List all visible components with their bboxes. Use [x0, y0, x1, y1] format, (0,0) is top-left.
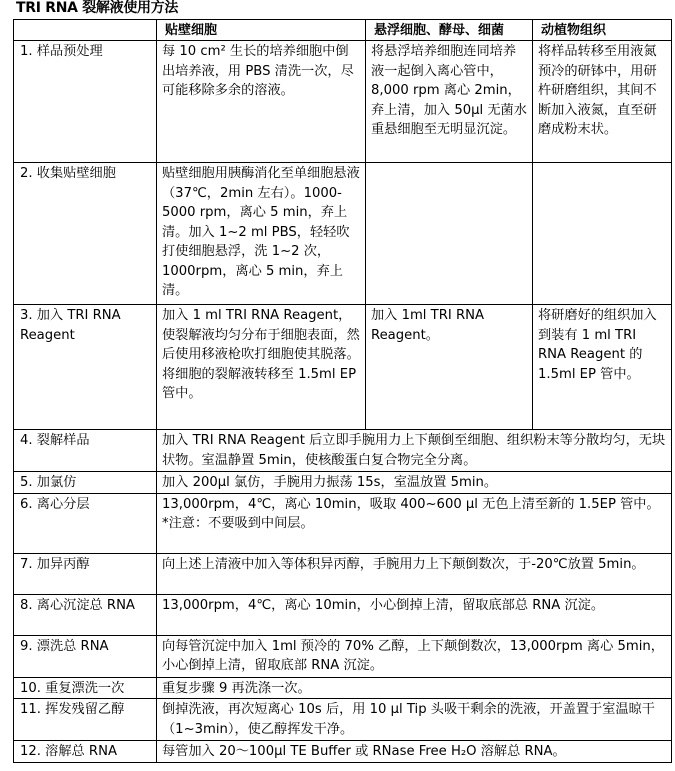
merged-cell: 向上述上清液中加入等体积异丙醇，手腕用力上下颠倒数次，于-20℃放置 5min。: [157, 553, 672, 594]
merged-cell: 倒掉洗液，再次短离心 10s 后，用 10 μl Tip 头吸干剩余的洗液，开盖置于室温晾干（1~3min），使乙醇挥发干净。: [157, 699, 672, 741]
step-label: 11. 挥发残留乙醇: [14, 699, 157, 741]
step-label: 1. 样品预处理: [14, 41, 157, 163]
table-row: [14, 553, 672, 594]
step-label: 8. 离心沉淀总 RNA: [14, 594, 157, 635]
merged-cell: 13,000rpm，4℃，离心 10min，小心倒掉上清，留取底部总 RNA 沉淀。: [157, 594, 672, 635]
table-row: [14, 305, 672, 430]
step-label: 4. 裂解样品: [14, 430, 157, 472]
step-label: 6. 离心分层: [14, 493, 157, 553]
table-row: [14, 741, 672, 763]
page-title: TRI RNA 裂解液使用方法: [16, 0, 179, 16]
tissue-cell: 将样品转移至用液氮预冷的研钵中，用研杵研磨组织，其间不断加入液氮，直至研磨成粉末状。: [533, 41, 672, 163]
adherent-cell: 加入 1 ml TRI RNA Reagent，使裂解液均匀分布于细胞表面，然后使用移液枪吹打细胞使其脱落。将细胞的裂解液转移至 1.5ml EP 管中。: [157, 305, 366, 430]
adherent-cell: 每 10 cm² 生长的培养细胞中倒出培养液，用 PBS 清洗一次，尽可能移除多余的溶液。: [157, 41, 366, 163]
suspension-cell: [366, 163, 533, 305]
suspension-cell: 将悬浮培养细胞连同培养液一起倒入离心管中，8,000 rpm 离心 2min，弃上清，加入 50μl 无菌水重悬细胞至无明显沉淀。: [366, 41, 533, 163]
merged-cell: 重复步骤 9 再洗涤一次。: [157, 677, 672, 699]
suspension-cell: 加入 1ml TRI RNA Reagent。: [366, 305, 533, 430]
table-row: [14, 677, 672, 699]
merged-cell-text: 13,000rpm，4℃，离心 10min，吸取 400~600 μl 无色上清至新的 1.5EP 管中。: [162, 496, 660, 512]
header-tissue: 动植物组织: [533, 20, 672, 41]
step-label: 12. 溶解总 RNA: [14, 741, 157, 763]
table-row: [14, 472, 672, 494]
merged-cell: 向每管沉淀中加入 1ml 预冷的 70% 乙醇，上下颠倒数次，13,000rpm 离心 5min，小心倒掉上清，留取底部 RNA 沉淀。: [157, 635, 672, 677]
header-step: [14, 20, 157, 41]
merged-cell: [157, 493, 672, 553]
table-row: [14, 493, 672, 553]
step-label: 2. 收集贴壁细胞: [14, 163, 157, 305]
step-label: 7. 加异丙醇: [14, 553, 157, 594]
tissue-cell: 将研磨好的组织加入到装有 1 ml TRI RNA Reagent 的 1.5ml EP 管中。: [533, 305, 672, 430]
header-adherent: 贴壁细胞: [157, 20, 366, 41]
table-row: [14, 635, 672, 677]
protocol-table: [13, 19, 672, 763]
table-header-row: [14, 20, 672, 41]
table-row: [14, 430, 672, 472]
adherent-cell: 贴壁细胞用胰酶消化至单细胞悬液（37℃，2min 左右）。1000-5000 rpm，离心 5 min，弃上清。加入 1~2 ml PBS，轻轻吹打使细胞悬浮，洗 1~2 次，1000rpm，离心 5 min，弃上清。: [157, 163, 366, 305]
merged-cell: 每管加入 20～100μl TE Buffer 或 RNase Free H₂O 溶解总 RNA。: [157, 741, 672, 763]
merged-cell: 加入 200μl 氯仿，手腕用力振荡 15s，室温放置 5min。: [157, 472, 672, 494]
table-row: [14, 594, 672, 635]
caution-note: *注意：不要吸到中间层。: [162, 516, 314, 531]
table-row: [14, 163, 672, 305]
tissue-cell: [533, 163, 672, 305]
step-label: 9. 漂洗总 RNA: [14, 635, 157, 677]
step-label: 3. 加入 TRI RNA Reagent: [14, 305, 157, 430]
step-label: 5. 加氯仿: [14, 472, 157, 494]
step-label: 10. 重复漂洗一次: [14, 677, 157, 699]
header-suspension: 悬浮细胞、酵母、细菌: [366, 20, 533, 41]
table-row: [14, 699, 672, 741]
merged-cell: 加入 TRI RNA Reagent 后立即手腕用力上下颠倒至细胞、组织粉末等分散均匀，无块状物。室温静置 5min，使核酸蛋白复合物完全分离。: [157, 430, 672, 472]
table-row: [14, 41, 672, 163]
